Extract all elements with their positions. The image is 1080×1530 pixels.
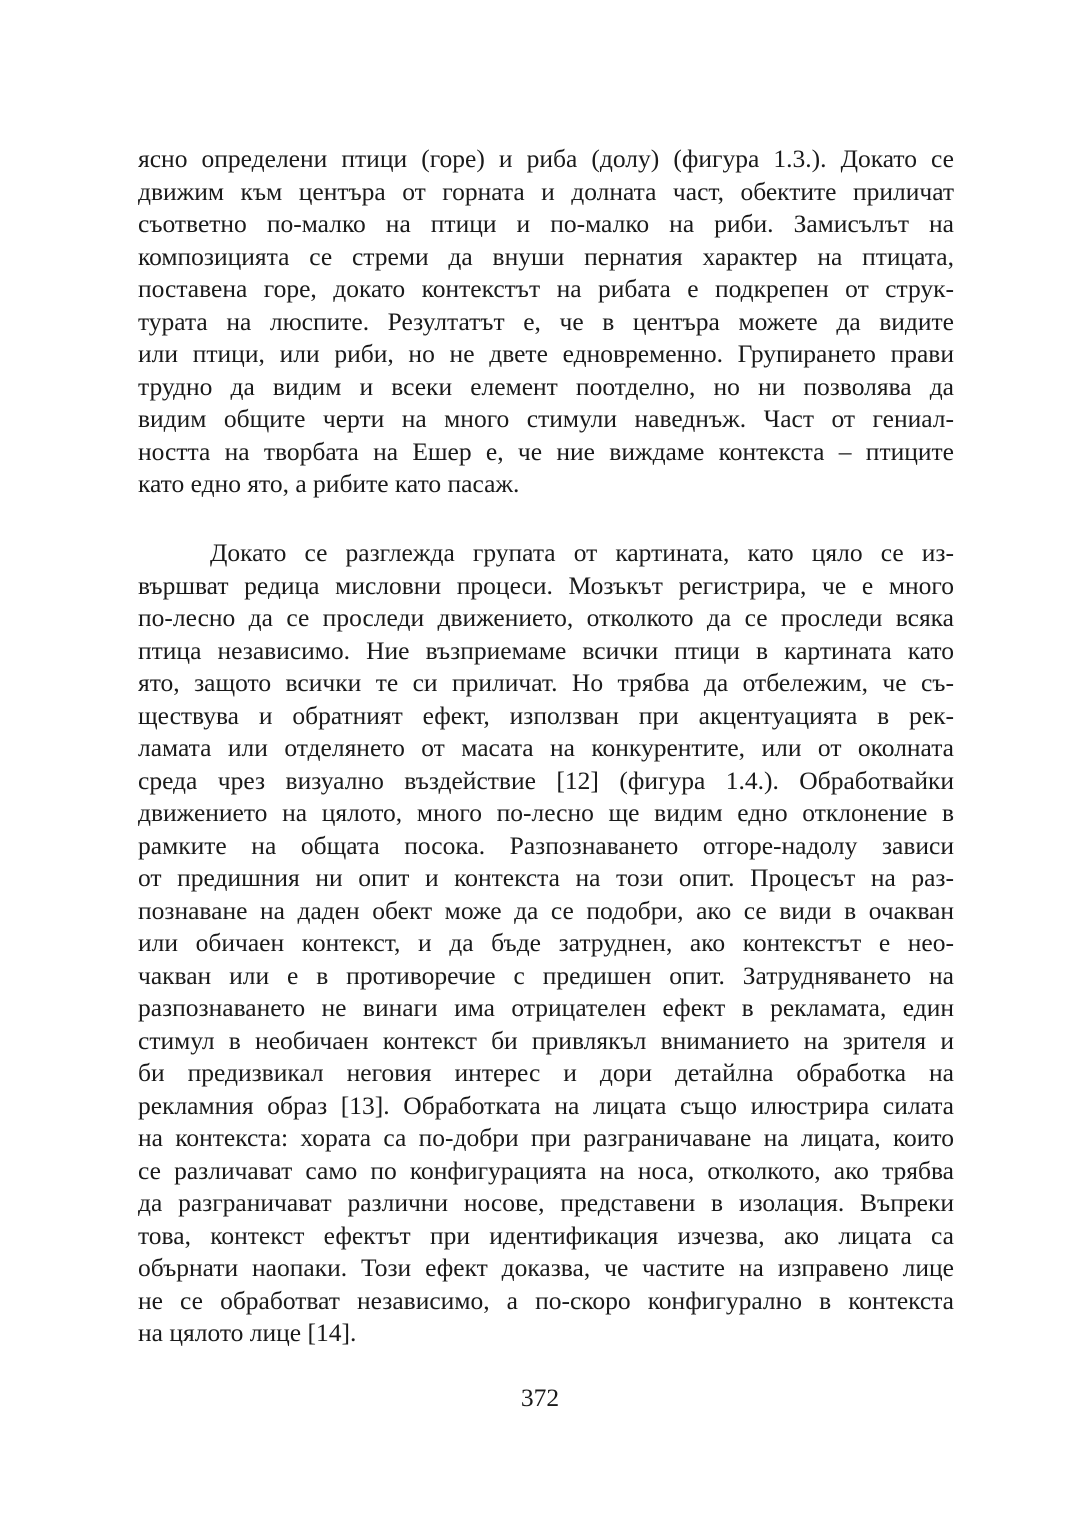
text-line: ято, защото всички те си приличат. Но трябва да отбележим, че съ-: [138, 668, 954, 697]
text-line: това, контекст ефектът при идентификация изчезва, ако лицата са: [138, 1220, 954, 1250]
text-line: се различават само по конфигурацията на носа, отколкото, ако трябва: [138, 1155, 954, 1185]
text-line: или птици, или риби, но не двете едновременно. Групирането прави: [138, 339, 954, 368]
text-line: като едно ято, а рибите като пасаж.: [138, 469, 520, 498]
text-line: стимул в необичаен контекст би привлякъл вниманието на зрителя и: [138, 1025, 954, 1055]
text-line: на контекста: хората са по-добри при разграничаване на лицата, които: [138, 1123, 954, 1152]
text-line: композицията се стреми да внуши пернатия характер на птицата,: [138, 241, 954, 271]
text-line: от предишния ни опит и контекста на този опит. Процесът на раз-: [138, 863, 954, 892]
text-line: ламата или отделянето от масата на конкурентите, или от околната: [138, 733, 954, 762]
text-line: на цялото лице [14].: [138, 1318, 357, 1347]
text-line: птица независимо. Ние възприемаме всички птици в картината като: [138, 635, 954, 665]
text-line: трудно да видим и всеки елемент поотделно, но ни позволява да: [138, 371, 954, 401]
text-line: по-лесно да се проследи движението, отколкото да се проследи всяка: [138, 603, 954, 632]
text-line: движим към центъра от горната и долната част, обектите приличат: [138, 176, 954, 206]
text-line: съответно по-малко на птици и по-малко на риби. Замисълът на: [138, 209, 954, 238]
text-line: вършват редица мисловни процеси. Мозъкът регистрира, че е много: [138, 570, 954, 600]
text-line: чакван или е в противоречие с предишен опит. Затрудняването на: [138, 960, 954, 990]
text-line: поставена горе, докато контекстът на рибата е подкрепен от струк-: [138, 274, 954, 303]
text-line: или обичаен контекст, и да бъде затруднен, ако контекстът е нео-: [138, 928, 954, 957]
text-line: би предизвикал неговия интерес и дори детайлна обработка на: [138, 1058, 954, 1087]
text-line: разпознаването не винаги има отрицателен ефект в рекламата, един: [138, 993, 954, 1022]
text-line: не се обработват независимо, а по-скоро конфигурално в контекста: [138, 1285, 954, 1315]
text-line: рекламния образ [13]. Обработката на лицата също илюстрира силата: [138, 1090, 954, 1120]
text-line: да разграничават различни носове, представени в изолация. Въпреки: [138, 1188, 954, 1217]
text-line: ществува и обратният ефект, използван при акцентуацията в рек-: [138, 700, 954, 730]
text-line: среда чрез визуално въздействие [12] (фигура 1.4.). Обработвайки: [138, 765, 954, 795]
text-line: Докато се разглежда групата от картината, като цяло се из-: [210, 538, 954, 567]
paragraph-1: [138, 143, 954, 501]
text-line: турата на люспите. Резултатът е, че в центъра можете да видите: [138, 306, 954, 336]
text-line: видим общите черти на много стимули наведнъж. Част от гениал-: [138, 404, 954, 433]
text-line: движението на цялото, много по-лесно ще видим едно отклонение в: [138, 798, 954, 827]
text-line: обърнати наопаки. Този ефект доказва, че частите на изправено лице: [138, 1253, 954, 1282]
text-line: познаване на даден обект може да се подобри, ако се види в очакван: [138, 895, 954, 925]
text-line: рамките на общата посока. Разпознаването отгоре-надолу зависи: [138, 830, 954, 860]
page-number: 372: [520, 1383, 560, 1412]
paragraph-2: [138, 537, 954, 1350]
text-line: ността на творбата на Ешер е, че ние виждаме контекста – птиците: [138, 436, 954, 466]
text-line: ясно определени птици (горе) и риба (долу) (фигура 1.3.). Докато се: [138, 144, 954, 173]
